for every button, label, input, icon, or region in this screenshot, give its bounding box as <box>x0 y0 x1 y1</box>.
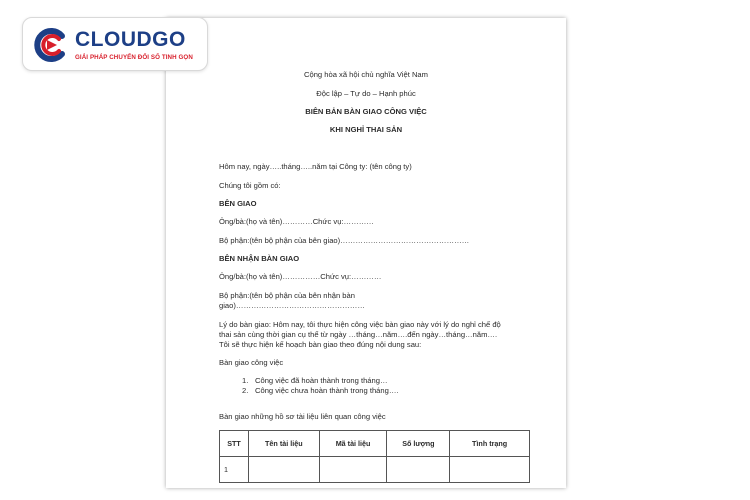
cloudgo-mark-icon <box>32 27 68 63</box>
table-cell <box>450 457 530 483</box>
table-header-row <box>220 431 530 457</box>
table-cell <box>248 457 319 483</box>
reason-line-2: thai sản cùng thời gian cụ thể từ ngày …tháng…năm….đến ngày…tháng…năm…. <box>219 330 498 339</box>
work-item-number-1: 1. <box>242 376 249 385</box>
intro-date: Hôm nay, ngày…..tháng…..năm tại Công ty: (tên công ty) <box>219 162 412 171</box>
reason-line-3: Tôi sẽ thực hiện kế hoạch bàn giao theo đúng nội dung sau: <box>219 340 422 349</box>
table-row <box>220 457 530 483</box>
giver-heading: BÊN GIAO <box>219 199 257 208</box>
intro-members: Chúng tôi gồm có: <box>219 181 281 190</box>
receiver-heading: BÊN NHẬN BÀN GIAO <box>219 254 300 263</box>
brand-name: CLOUDGO <box>75 28 186 51</box>
document-page <box>166 18 566 488</box>
reason-line-1: Lý do bàn giao: Hôm nay, tôi thực hiện công việc bàn giao này với lý do nghỉ chế độ <box>219 320 501 329</box>
work-item-2: Công việc chưa hoàn thành trong tháng…. <box>255 386 399 395</box>
table-cell <box>387 457 450 483</box>
giver-dept-line: Bộ phận:(tên bộ phận của bên giao)…………………………………………… <box>219 236 470 245</box>
cloudgo-logo <box>22 17 208 71</box>
title-line-2: KHI NGHỈ THAI SẢN <box>329 125 403 134</box>
docs-heading: Bàn giao những hồ sơ tài liệu liên quan công việc <box>219 412 386 421</box>
table-cell <box>319 457 387 483</box>
table-cell: 1 <box>220 457 249 483</box>
title-line-1: BIÊN BẢN BÀN GIAO CÔNG VIỆC <box>305 107 427 116</box>
work-item-number-2: 2. <box>242 386 249 395</box>
work-heading: Bàn giao công việc <box>219 358 284 367</box>
brand-tagline: GIẢI PHÁP CHUYỂN ĐỔI SỐ TINH GỌN <box>75 54 193 61</box>
documents-table <box>219 430 530 483</box>
table-header-cell: Tình trạng <box>450 431 530 457</box>
table-header-cell: Số lượng <box>387 431 450 457</box>
header-line-2: Độc lập – Tự do – Hạnh phúc <box>316 89 416 98</box>
giver-name-line: Ông/bà:(họ và tên)…………Chức vụ:………… <box>219 217 374 226</box>
header-line-1: Cộng hòa xã hội chủ nghĩa Việt Nam <box>304 70 428 79</box>
table-header-cell: Mã tài liệu <box>319 431 387 457</box>
receiver-dept-line-2: giao)…………………………………………… <box>219 301 365 310</box>
table-header-cell: STT <box>220 431 249 457</box>
receiver-dept-line-1: Bộ phận:(tên bộ phận của bên nhận bàn <box>219 291 355 300</box>
work-item-1: Công việc đã hoàn thành trong tháng… <box>255 376 388 385</box>
receiver-name-line: Ông/bà:(họ và tên)……………Chức vụ:………… <box>219 272 382 281</box>
table-header-cell: Tên tài liệu <box>248 431 319 457</box>
